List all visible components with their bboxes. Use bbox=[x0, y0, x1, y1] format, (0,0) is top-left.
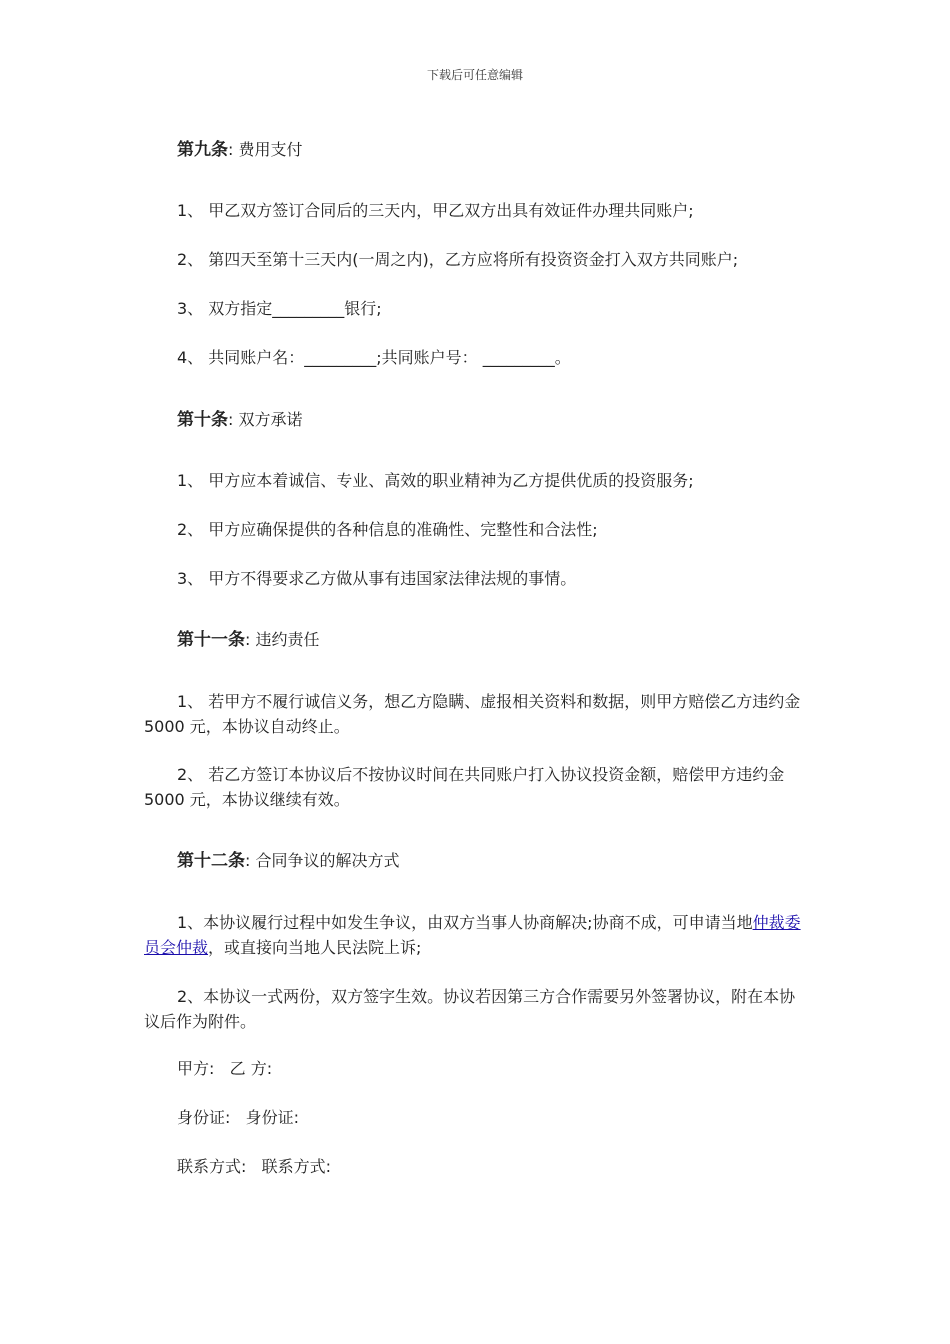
article-9-item-1: 1、 甲乙双方签订合同后的三天内，甲乙双方出具有效证件办理共同账户; bbox=[177, 201, 694, 220]
article-12-title: 第十二条 bbox=[177, 851, 245, 871]
article-10-item-3: 3、 甲方不得要求乙方做从事有违国家法律法规的事情。 bbox=[177, 569, 577, 588]
article-9-subtitle: 费用支付 bbox=[238, 140, 303, 159]
article-12-item-1-text: 1、本协议履行过程中如发生争议，由双方当事人协商解决;协商不成，可申请当地 bbox=[177, 913, 753, 932]
signature-contact-line: 联系方式: 联系方式: bbox=[177, 1157, 332, 1176]
article-9-item-4: 4、 共同账户名：_________;共同账户号： _________。 bbox=[177, 348, 571, 367]
article-11-title: 第十一条 bbox=[177, 630, 245, 650]
article-12-item-1-text-end: ，或直接向当地人民法院上诉; bbox=[208, 938, 422, 957]
article-12-item-2: 2、本协议一式两份，双方签字生效。协议若因第三方合作需要另外签署协议，附在本协议后作为附件。 bbox=[144, 987, 796, 1031]
article-12-heading bbox=[177, 849, 400, 873]
article-12-subtitle: 合同争议的解决方式 bbox=[255, 851, 400, 870]
article-11-heading bbox=[177, 628, 320, 652]
signature-party-line: 甲方: 乙 方: bbox=[177, 1059, 273, 1078]
arbitration-link[interactable]: 仲裁委员会仲裁 bbox=[144, 913, 801, 957]
article-10-heading bbox=[177, 408, 303, 432]
article-9-item-3: 3、 双方指定_________银行; bbox=[177, 299, 382, 318]
article-10-subtitle: 双方承诺 bbox=[238, 410, 303, 429]
article-11-subtitle: 违约责任 bbox=[255, 630, 320, 649]
article-9-title: 第九条 bbox=[177, 140, 228, 160]
article-11-item-2: 2、 若乙方签订本协议后不按协议时间在共同账户打入协议投资金额，赔偿甲方违约金 5000 元，本协议继续有效。 bbox=[144, 765, 785, 809]
article-11-item-1: 1、 若甲方不履行诚信义务，想乙方隐瞒、虚报相关资料和数据，则甲方赔偿乙方违约金 5000 元，本协议自动终止。 bbox=[144, 692, 801, 736]
article-9-item-2: 2、 第四天至第十三天内(一周之内)，乙方应将所有投资资金打入双方共同账户; bbox=[177, 250, 739, 269]
article-10-item-2: 2、 甲方应确保提供的各种信息的准确性、完整性和合法性; bbox=[177, 520, 598, 539]
article-9-colon: : bbox=[228, 140, 234, 159]
article-11-colon: : bbox=[245, 630, 251, 649]
article-12-item-1 bbox=[144, 910, 804, 960]
article-10-title: 第十条 bbox=[177, 410, 228, 430]
article-12-colon: : bbox=[245, 851, 251, 870]
signature-id-line: 身份证: 身份证: bbox=[177, 1108, 300, 1127]
article-10-item-1: 1、 甲方应本着诚信、专业、高效的职业精神为乙方提供优质的投资服务; bbox=[177, 471, 694, 490]
page-header: 下载后可任意编辑 bbox=[426, 68, 523, 82]
article-10-colon: : bbox=[228, 410, 234, 429]
article-9-heading bbox=[177, 138, 303, 162]
